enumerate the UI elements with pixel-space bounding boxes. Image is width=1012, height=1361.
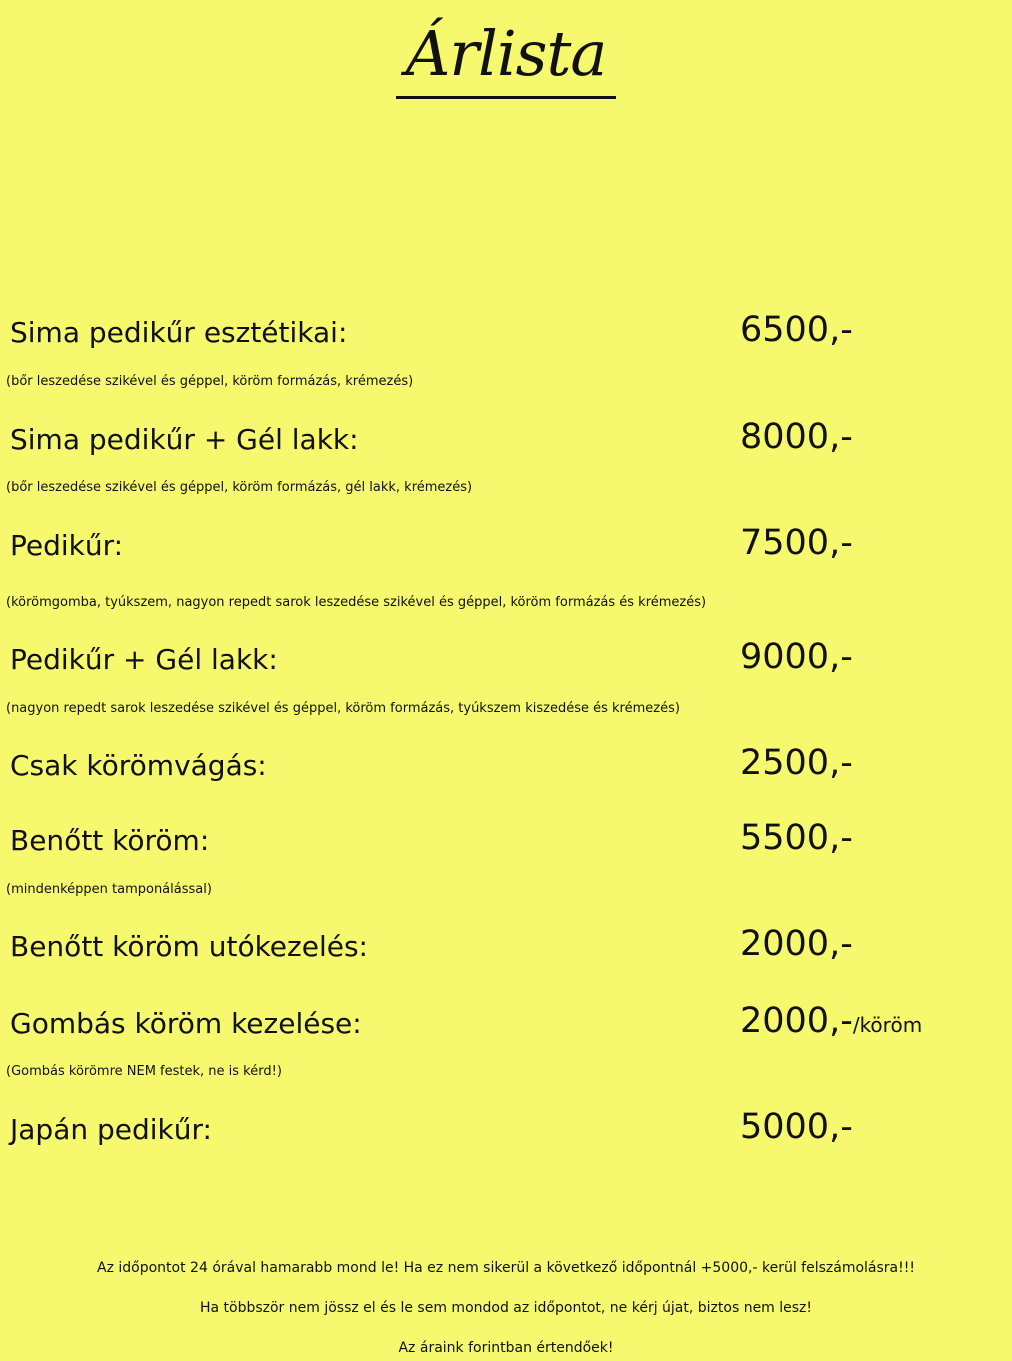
item-name-csak-koromvagas: Csak körömvágás: (10, 749, 267, 782)
item-name-pedikur: Pedikűr: (10, 529, 124, 562)
item-note-pedikur-gel-lakk: (nagyon repedt sarok leszedése szikével és géppel, köröm formázás, tyúkszem kiszedése és krémezés) (6, 701, 680, 716)
title-underline (396, 96, 616, 99)
footer-cancellation-notice: Az időpontot 24 órával hamarabb mond le! Ha ez nem sikerül a következő időpontnál +5000,- kerül felszámolásra!!! (97, 1260, 915, 1276)
item-price-sima-pedikur-esztetikai: 6500,- (740, 310, 853, 350)
item-note-sima-pedikur-esztetikai: (bőr leszedése szikével és géppel, köröm formázás, krémezés) (6, 374, 414, 389)
item-price-sima-pedikur-gel-lakk: 8000,- (740, 417, 853, 457)
item-price-value: 2000,- (740, 1001, 853, 1041)
item-price-pedikur: 7500,- (740, 523, 853, 563)
item-note-pedikur: (körömgomba, tyúkszem, nagyon repedt sarok leszedése szikével és géppel, köröm formázás és krémezés) (6, 595, 707, 610)
item-price-benott-korom: 5500,- (740, 818, 853, 858)
item-note-gombas-korom-kezelese: (Gombás körömre NEM festek, ne is kérd!) (6, 1064, 282, 1079)
item-price-gombas-korom-kezelese (740, 1001, 922, 1045)
item-price-japan-pedikur: 5000,- (740, 1107, 853, 1147)
item-price-unit: /köröm (852, 1013, 923, 1037)
item-name-japan-pedikur: Japán pedikűr: (10, 1113, 212, 1146)
item-price-pedikur-gel-lakk: 9000,- (740, 637, 853, 677)
item-price-csak-koromvagas: 2500,- (740, 743, 853, 783)
item-name-sima-pedikur-esztetikai: Sima pedikűr esztétikai: (10, 316, 348, 349)
item-name-pedikur-gel-lakk: Pedikűr + Gél lakk: (10, 643, 278, 676)
page-title: Árlista (405, 17, 607, 90)
item-note-sima-pedikur-gel-lakk: (bőr leszedése szikével és géppel, köröm formázás, gél lakk, krémezés) (6, 480, 473, 495)
item-name-benott-korom-utokezeles: Benőtt köröm utókezelés: (10, 930, 368, 963)
footer-currency-notice: Az áraink forintban értendőek! (398, 1340, 614, 1356)
item-name-sima-pedikur-gel-lakk: Sima pedikűr + Gél lakk: (10, 423, 359, 456)
item-note-benott-korom: (mindenképpen tamponálással) (6, 882, 212, 897)
item-name-benott-korom: Benőtt köröm: (10, 824, 210, 857)
item-name-gombas-korom-kezelese: Gombás köröm kezelése: (10, 1007, 362, 1040)
item-price-benott-korom-utokezeles: 2000,- (740, 924, 853, 964)
footer-no-show-notice: Ha többször nem jössz el és le sem mondod az időpontot, ne kérj újat, biztos nem lesz! (199, 1300, 813, 1316)
